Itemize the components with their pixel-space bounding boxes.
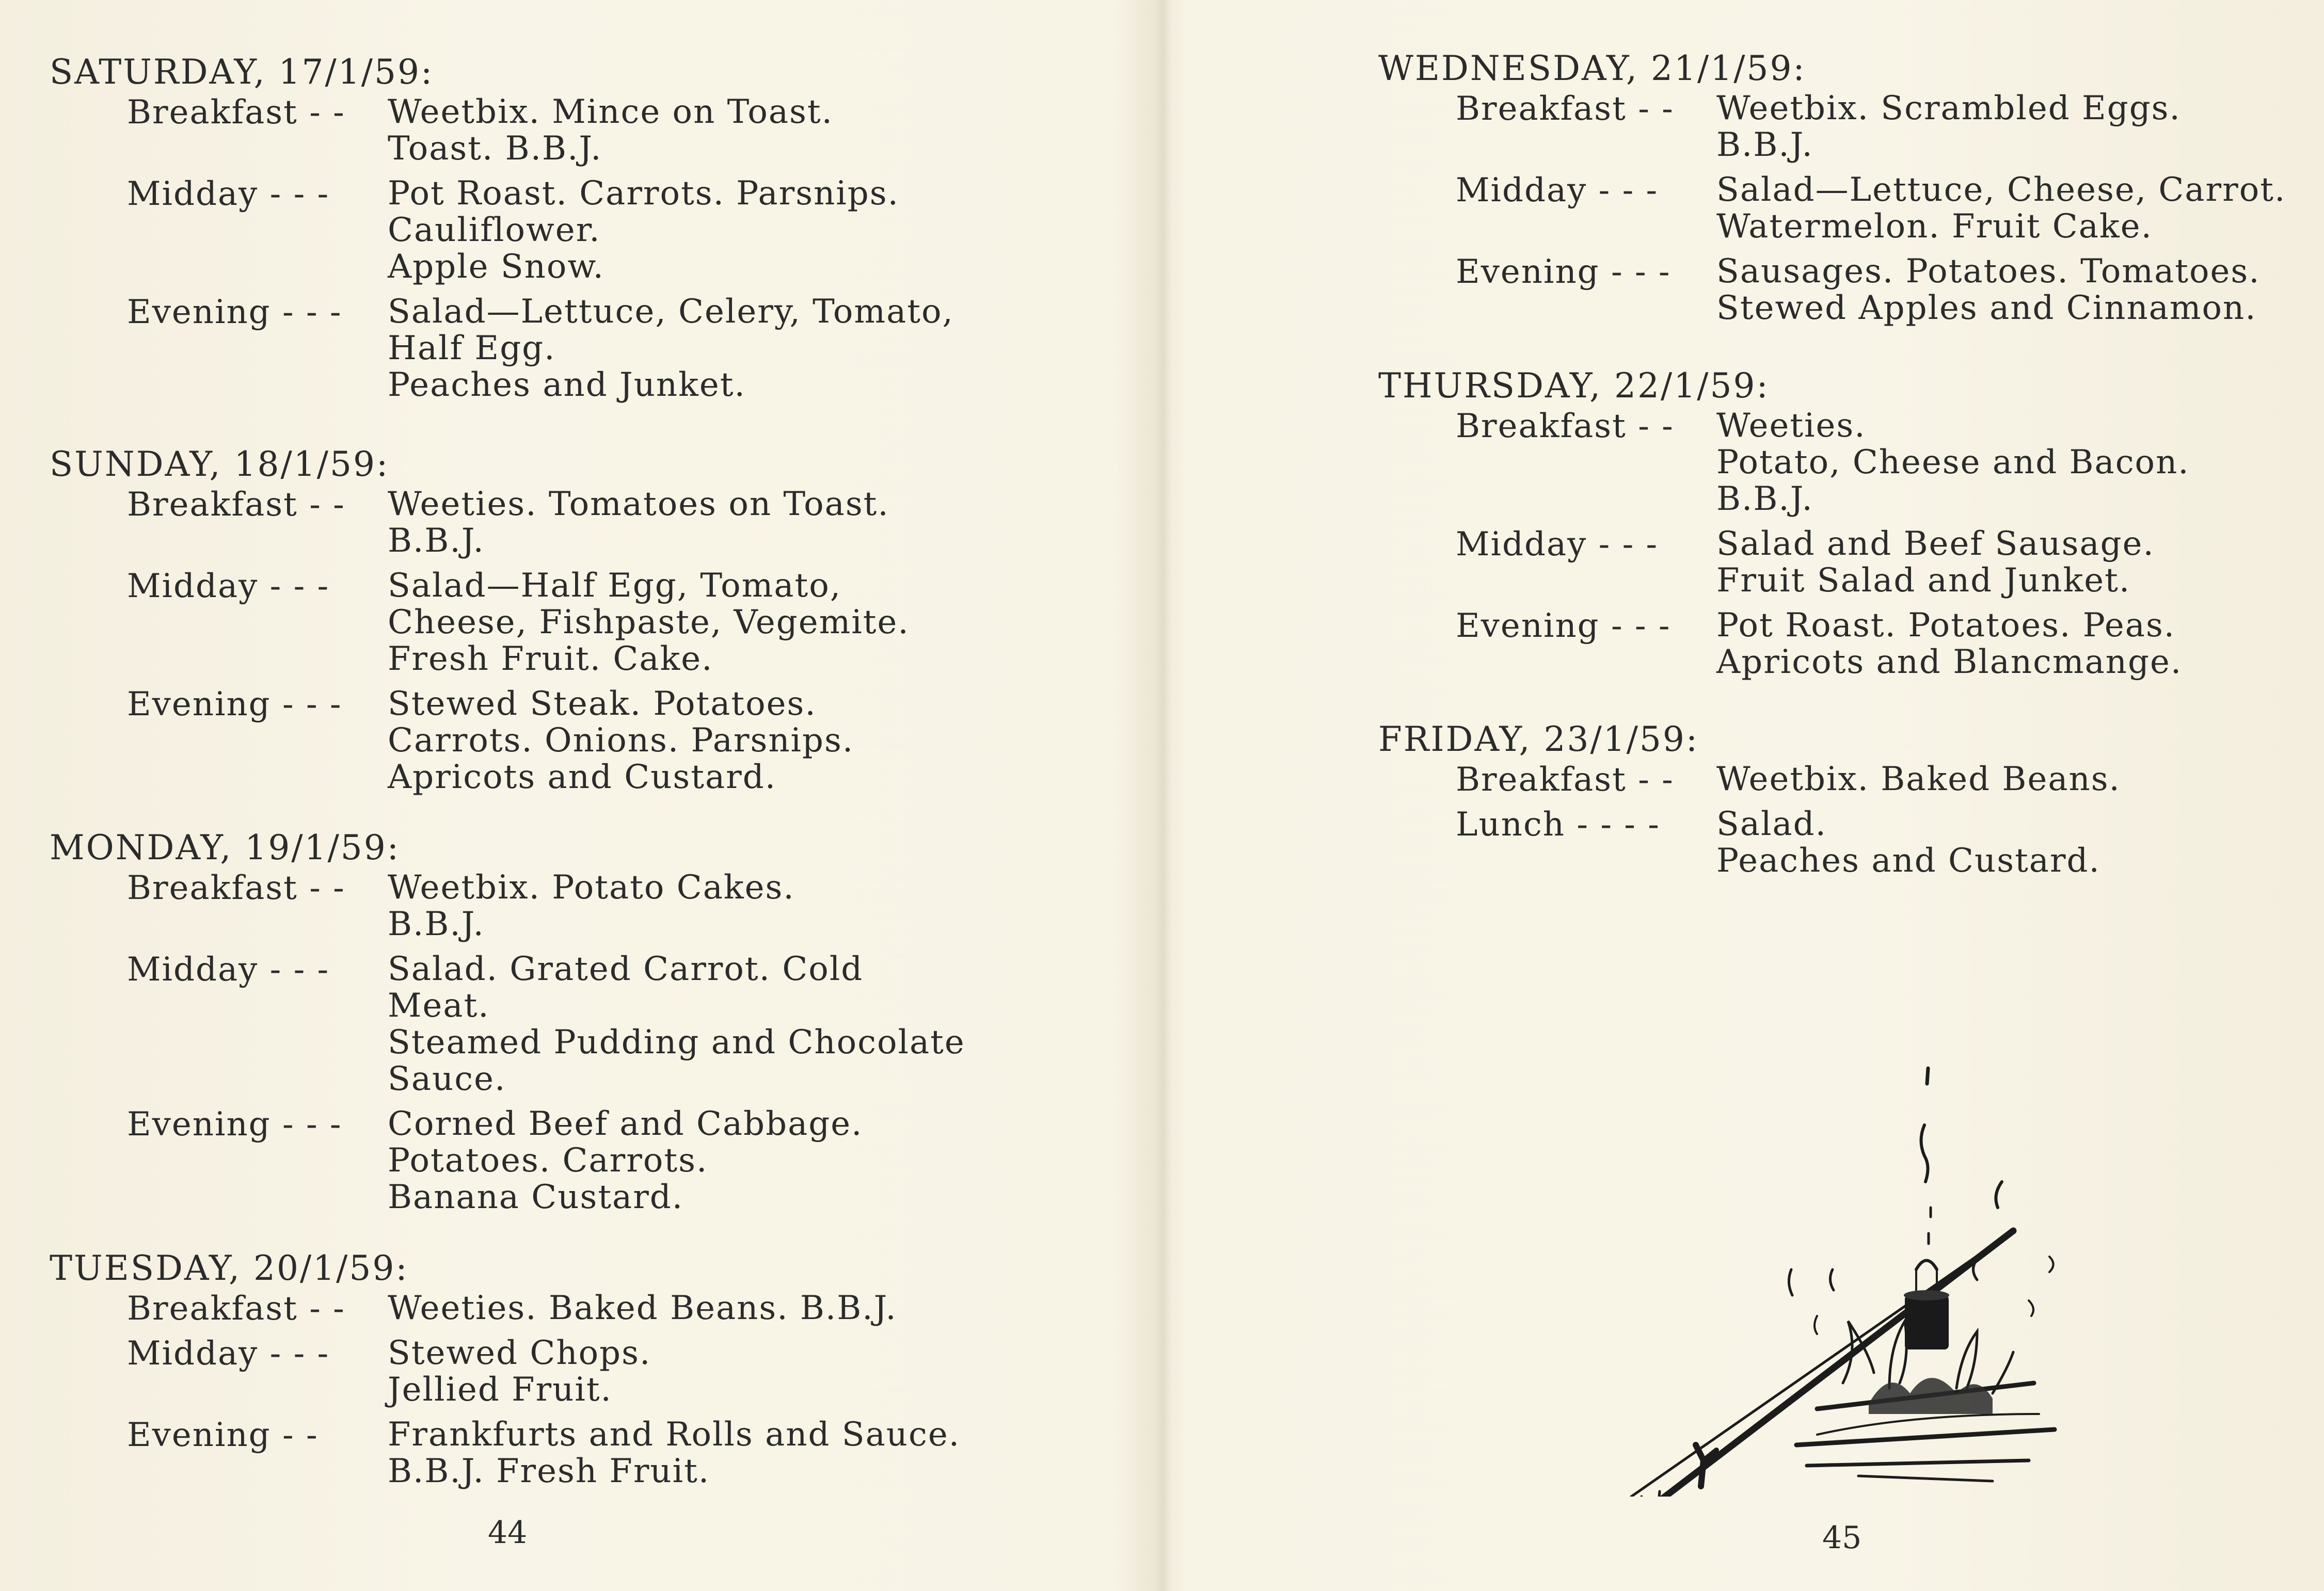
- meal-label: Lunch - - - -: [1456, 806, 1660, 844]
- menu-line: B.B.J.: [388, 905, 485, 943]
- meal-evening: [50, 1106, 965, 1216]
- campfire-billy-icon: [1600, 1053, 2091, 1497]
- menu-line: Salad—Half Egg, Tomato,: [388, 567, 842, 605]
- day-title: TUESDAY, 20/1/59:: [50, 1248, 409, 1288]
- menu-line: Pot Roast. Potatoes. Peas.: [1716, 606, 2176, 645]
- menu-line: Stewed Steak. Potatoes.: [388, 685, 817, 723]
- menu-line: Banana Custard.: [388, 1178, 684, 1216]
- day-friday: [1378, 720, 2121, 888]
- meal-label: Evening - -: [127, 1416, 319, 1454]
- day-title: THURSDAY, 22/1/59:: [1378, 366, 1770, 406]
- meal-lunch: [1378, 806, 2121, 879]
- meal-breakfast: [1378, 408, 2190, 518]
- menu-line: Jellied Fruit.: [388, 1371, 612, 1409]
- meal-midday: [1378, 172, 2286, 245]
- menu-line: Weeties. Baked Beans. B.B.J.: [388, 1289, 897, 1327]
- meal-label: Midday - - -: [127, 175, 330, 213]
- meal-evening: [50, 1417, 960, 1490]
- menu-line: Potatoes. Carrots.: [388, 1142, 708, 1180]
- menu-line: Stewed Chops.: [388, 1334, 651, 1372]
- meal-midday: [50, 1335, 960, 1408]
- meal-breakfast: [50, 870, 965, 943]
- meal-midday: [50, 951, 965, 1098]
- menu-line: Carrots. Onions. Parsnips.: [388, 721, 854, 760]
- meal-midday: [50, 175, 954, 285]
- menu-line: Weetbix. Scrambled Eggs.: [1716, 89, 2181, 127]
- day-wednesday: [1378, 49, 2286, 335]
- day-monday: [50, 828, 965, 1224]
- menu-line: Weetbix. Potato Cakes.: [388, 869, 795, 907]
- menu-line: Meat.: [388, 987, 490, 1025]
- menu-line: Potato, Cheese and Bacon.: [1716, 443, 2190, 481]
- day-title: SATURDAY, 17/1/59:: [50, 52, 434, 92]
- meal-evening: [50, 294, 954, 404]
- menu-line: Salad.: [1716, 805, 1827, 843]
- meal-label: Evening - - -: [127, 1105, 342, 1144]
- menu-line: Fruit Salad and Junket.: [1716, 561, 2131, 600]
- meal-label: Midday - - -: [127, 1335, 330, 1373]
- meal-breakfast: [50, 486, 910, 559]
- meal-evening: [1378, 607, 2190, 681]
- menu-line: Cauliflower.: [388, 211, 601, 249]
- meal-evening: [50, 686, 910, 796]
- meal-label: Breakfast - -: [1456, 761, 1674, 799]
- menu-line: Steamed Pudding and Chocolate: [388, 1023, 965, 1062]
- meal-midday: [1378, 526, 2190, 599]
- meal-label: Breakfast - -: [127, 869, 345, 907]
- menu-line: Salad—Lettuce, Celery, Tomato,: [388, 293, 954, 331]
- menu-line: Weetbix. Mince on Toast.: [388, 93, 833, 131]
- meal-label: Breakfast - -: [127, 1290, 345, 1328]
- menu-line: Apricots and Blancmange.: [1716, 643, 2183, 681]
- menu-line: Weeties.: [1716, 407, 1866, 445]
- meal-label: Evening - - -: [1456, 253, 1671, 291]
- day-tuesday: [50, 1249, 960, 1498]
- day-saturday: [50, 53, 954, 412]
- menu-line: Half Egg.: [388, 329, 556, 367]
- menu-line: Toast. B.B.J.: [388, 130, 602, 168]
- day-title: WEDNESDAY, 21/1/59:: [1378, 49, 1806, 88]
- meal-label: Midday - - -: [127, 951, 330, 989]
- page-number: 44: [488, 1515, 528, 1551]
- page-44: [0, 0, 1161, 1591]
- menu-line: Salad—Lettuce, Cheese, Carrot.: [1716, 171, 2286, 209]
- menu-line: B.B.J.: [1716, 126, 1813, 164]
- menu-line: Weeties. Tomatoes on Toast.: [388, 485, 889, 523]
- meal-evening: [1378, 253, 2286, 327]
- menu-line: Fresh Fruit. Cake.: [388, 640, 713, 678]
- page-number: 45: [1822, 1520, 1862, 1556]
- meal-breakfast: [1378, 90, 2286, 164]
- meal-label: Midday - - -: [1456, 525, 1659, 564]
- meal-label: Breakfast - -: [127, 486, 345, 524]
- menu-line: Salad and Beef Sausage.: [1716, 525, 2155, 563]
- menu-line: Sauce.: [388, 1060, 506, 1098]
- meal-breakfast: [1378, 761, 2121, 798]
- meal-breakfast: [50, 94, 954, 167]
- day-sunday: [50, 445, 910, 804]
- meal-label: Breakfast - -: [1456, 90, 1674, 128]
- menu-line: Frankfurts and Rolls and Sauce.: [388, 1416, 961, 1454]
- day-title: MONDAY, 19/1/59:: [50, 828, 401, 867]
- menu-line: Cheese, Fishpaste, Vegemite.: [388, 603, 910, 641]
- day-title: SUNDAY, 18/1/59:: [50, 444, 390, 484]
- menu-line: Watermelon. Fruit Cake.: [1716, 207, 2153, 246]
- meal-label: Evening - - -: [127, 293, 342, 331]
- menu-line: Weetbix. Baked Beans.: [1716, 760, 2121, 798]
- menu-line: Apple Snow.: [388, 248, 604, 286]
- menu-line: Peaches and Junket.: [388, 366, 746, 404]
- meal-label: Evening - - -: [127, 685, 342, 724]
- meal-label: Midday - - -: [1456, 171, 1659, 210]
- menu-line: Peaches and Custard.: [1716, 842, 2100, 880]
- menu-line: Corned Beef and Cabbage.: [388, 1105, 863, 1143]
- meal-label: Evening - - -: [1456, 607, 1671, 645]
- meal-midday: [50, 568, 910, 678]
- meal-label: Midday - - -: [127, 567, 330, 605]
- menu-line: Pot Roast. Carrots. Parsnips.: [388, 174, 899, 213]
- day-title: FRIDAY, 23/1/59:: [1378, 719, 1699, 759]
- menu-line: Salad. Grated Carrot. Cold: [388, 950, 864, 988]
- day-thursday: [1378, 366, 2190, 689]
- meal-label: Breakfast - -: [127, 93, 345, 132]
- menu-line: B.B.J.: [388, 522, 485, 560]
- menu-line: B.B.J. Fresh Fruit.: [388, 1452, 710, 1490]
- menu-line: B.B.J.: [1716, 480, 1813, 518]
- menu-line: Apricots and Custard.: [388, 758, 777, 796]
- meal-label: Breakfast - -: [1456, 407, 1674, 445]
- menu-line: Stewed Apples and Cinnamon.: [1716, 289, 2257, 327]
- menu-line: Sausages. Potatoes. Tomatoes.: [1716, 252, 2261, 291]
- meal-breakfast: [50, 1290, 960, 1327]
